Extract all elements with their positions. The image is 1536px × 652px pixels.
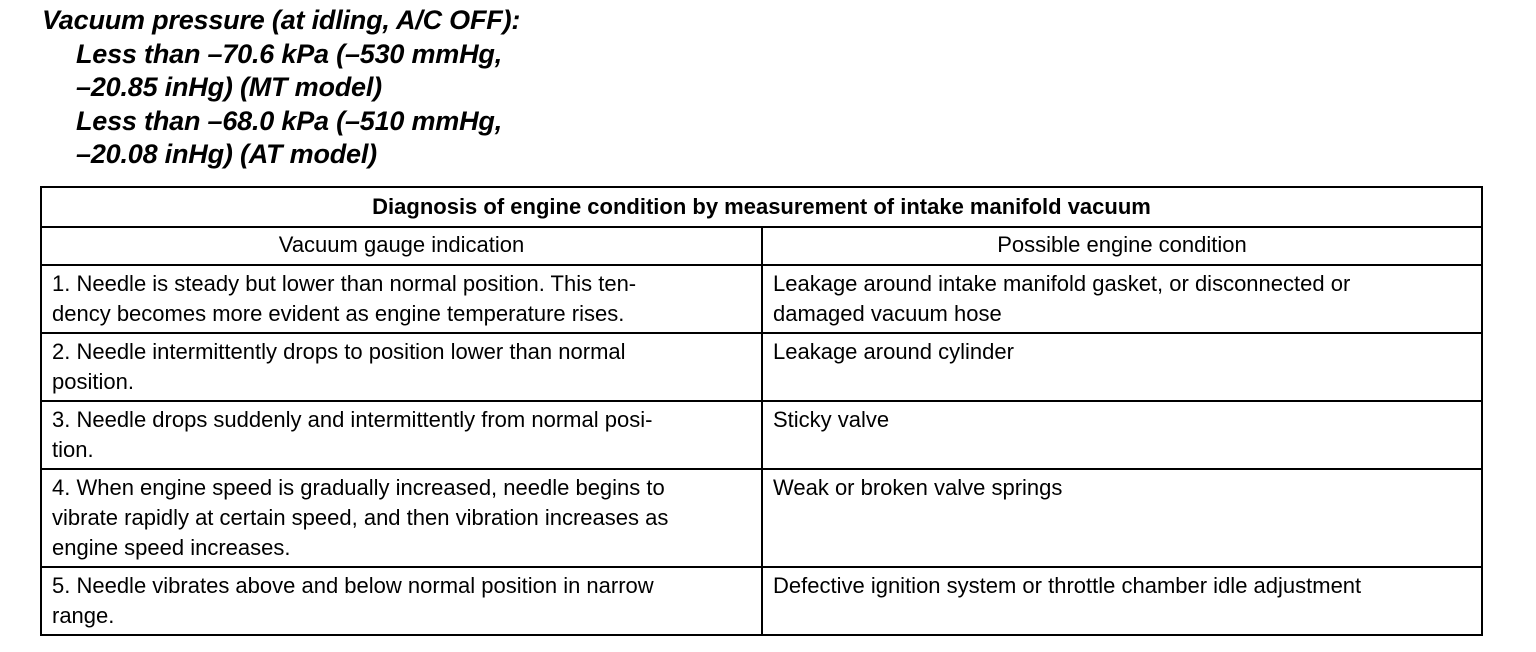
spec-line: –20.85 inHg) (MT model) [76, 72, 382, 102]
table-row [41, 333, 1482, 401]
indication-text: position. [52, 369, 134, 394]
indication-text: range. [52, 603, 115, 628]
spec-line: Less than –70.6 kPa (–530 mmHg, [76, 38, 503, 69]
column-header-indication: Vacuum gauge indication [41, 227, 762, 265]
indication-text: 3. Needle drops suddenly and intermittently from normal posi- [52, 407, 653, 432]
condition-cell [762, 265, 1482, 333]
condition-cell [762, 567, 1482, 635]
indication-text: vibrate rapidly at certain speed, and then vibration increases as [52, 505, 669, 530]
condition-text: Leakage around cylinder [773, 339, 1014, 364]
column-header-condition: Possible engine condition [762, 227, 1482, 265]
indication-cell [41, 265, 762, 333]
indication-cell [41, 401, 762, 469]
spec-line: Less than –68.0 kPa (–510 mmHg, [76, 105, 503, 136]
condition-cell [762, 333, 1482, 401]
vacuum-pressure-spec [42, 4, 520, 172]
indication-cell [41, 333, 762, 401]
indication-text: engine speed increases. [52, 535, 291, 560]
indication-text: 4. When engine speed is gradually increased, needle begins to [52, 475, 665, 500]
condition-text: Leakage around intake manifold gasket, or disconnected or [773, 271, 1351, 296]
spec-line: –20.08 inHg) (AT model) [76, 139, 377, 169]
indication-text: 2. Needle intermittently drops to position lower than normal [52, 339, 626, 364]
table-row [41, 401, 1482, 469]
indication-text: 1. Needle is steady but lower than normal position. This ten- [52, 271, 637, 296]
table-row [41, 469, 1482, 567]
table-row [41, 265, 1482, 333]
table-title: Diagnosis of engine condition by measurement of intake manifold vacuum [41, 187, 1482, 227]
condition-cell [762, 469, 1482, 567]
table-title-row [41, 187, 1482, 227]
condition-text: Weak or broken valve springs [773, 475, 1063, 500]
indication-text: tion. [52, 437, 94, 462]
indication-text: dency becomes more evident as engine temperature rises. [52, 301, 625, 326]
indication-cell [41, 469, 762, 567]
table-row [41, 567, 1482, 635]
indication-cell [41, 567, 762, 635]
condition-text: damaged vacuum hose [773, 301, 1002, 326]
table-header-row [41, 227, 1482, 265]
indication-text: 5. Needle vibrates above and below normal position in narrow [52, 573, 654, 598]
spec-heading: Vacuum pressure (at idling, A/C OFF): [42, 5, 521, 35]
condition-text: Sticky valve [773, 407, 890, 432]
condition-cell [762, 401, 1482, 469]
diagnosis-table [40, 186, 1483, 636]
condition-text: Defective ignition system or throttle chamber idle adjustment [773, 573, 1362, 598]
